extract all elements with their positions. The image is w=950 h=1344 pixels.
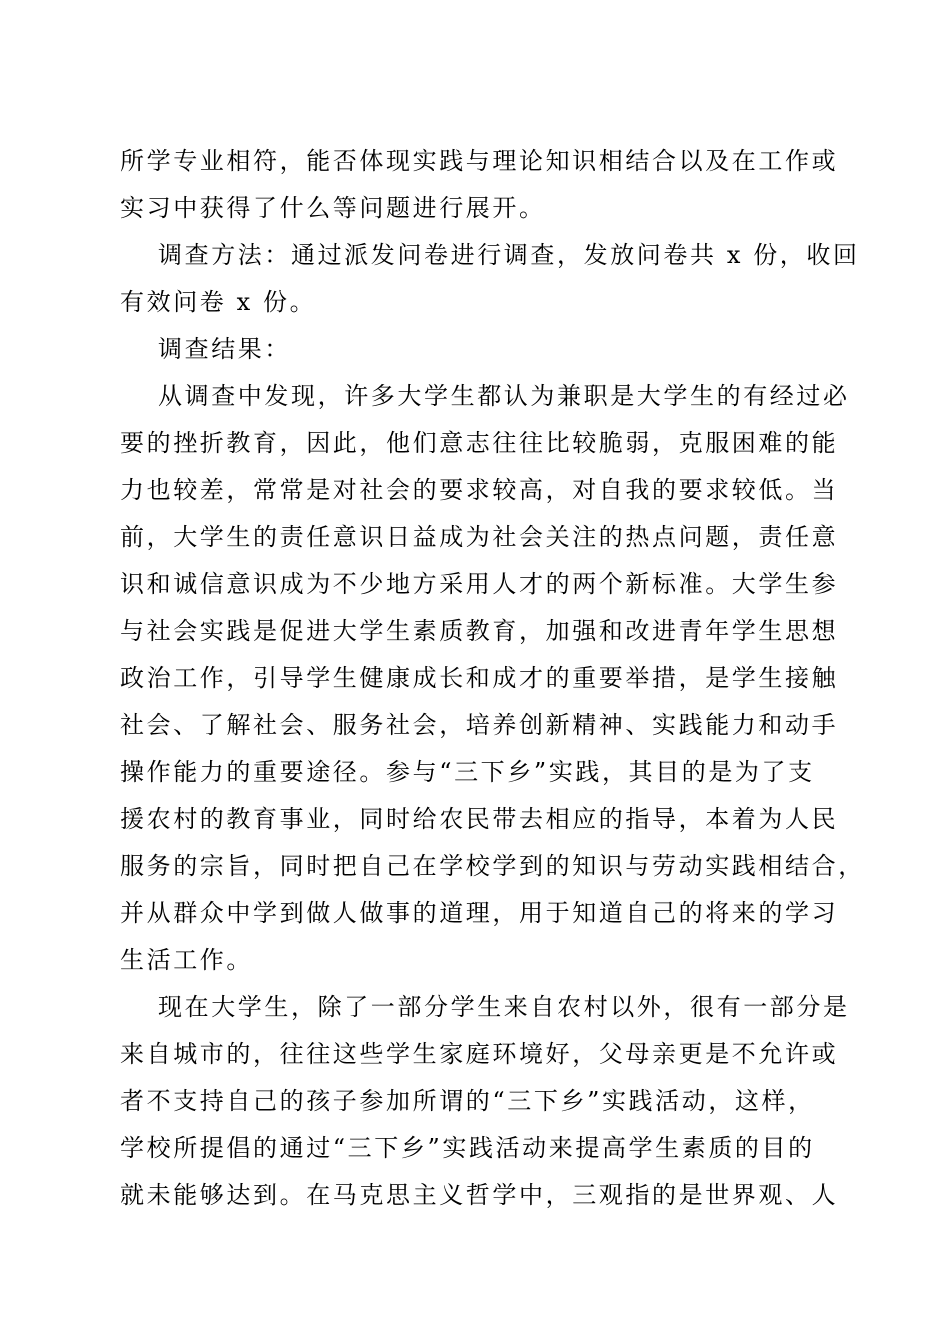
text-line: 者不支持自己的孩子参加所谓的“三下乡”实践活动，这样， [120, 1087, 815, 1115]
text-line: 学校所提倡的通过“三下乡”实践活动来提高学生素质的目的 [120, 1134, 815, 1162]
text-line: 所学专业相符，能否体现实践与理论知识相结合以及在工作或 [120, 147, 839, 175]
text-line: 力也较差，常常是对社会的要求较高，对自我的要求较低。当 [120, 476, 839, 504]
text-line: 与社会实践是促进大学生素质教育，加强和改进青年学生思想 [120, 617, 839, 645]
text-line: 援农村的教育事业，同时给农民带去相应的指导，本着为人民 [120, 805, 839, 833]
text-line: 来自城市的，往往这些学生家庭环境好，父母亲更是不允许或 [120, 1040, 839, 1068]
text-line: 实习中获得了什么等问题进行展开。 [120, 194, 546, 222]
text-line: 就未能够达到。在马克思主义哲学中，三观指的是世界观、人 [120, 1181, 839, 1209]
text-line: 从调查中发现，许多大学生都认为兼职是大学生的有经过必 [158, 382, 850, 410]
section-heading: 调查结果： [158, 335, 291, 363]
text-line: 并从群众中学到做人做事的道理，用于知道自己的将来的学习 [120, 899, 839, 927]
text-line: 服务的宗旨，同时把自己在学校学到的知识与劳动实践相结合， [120, 852, 865, 880]
text-line: 生活工作。 [120, 946, 253, 974]
text-line: 社会、了解社会、服务社会，培养创新精神、实践能力和动手 [120, 711, 839, 739]
body-text [120, 138, 865, 1219]
text-line: 前，大学生的责任意识日益成为社会关注的热点问题，责任意 [120, 523, 839, 551]
text-line: 现在大学生，除了一部分学生来自农村以外，很有一部分是 [158, 993, 850, 1021]
text-line: 识和诚信意识成为不少地方采用人才的两个新标准。大学生参 [120, 570, 839, 598]
text-line: 要的挫折教育，因此，他们意志往往比较脆弱，克服困难的能 [120, 429, 839, 457]
text-line: 有效问卷 x 份。 [120, 288, 317, 316]
text-line: 调查方法：通过派发问卷进行调查，发放问卷共 x 份，收回 [158, 241, 860, 269]
text-line: 操作能力的重要途径。参与“三下乡”实践，其目的是为了支 [120, 758, 815, 786]
text-line: 政治工作，引导学生健康成长和成才的重要举措，是学生接触 [120, 664, 839, 692]
